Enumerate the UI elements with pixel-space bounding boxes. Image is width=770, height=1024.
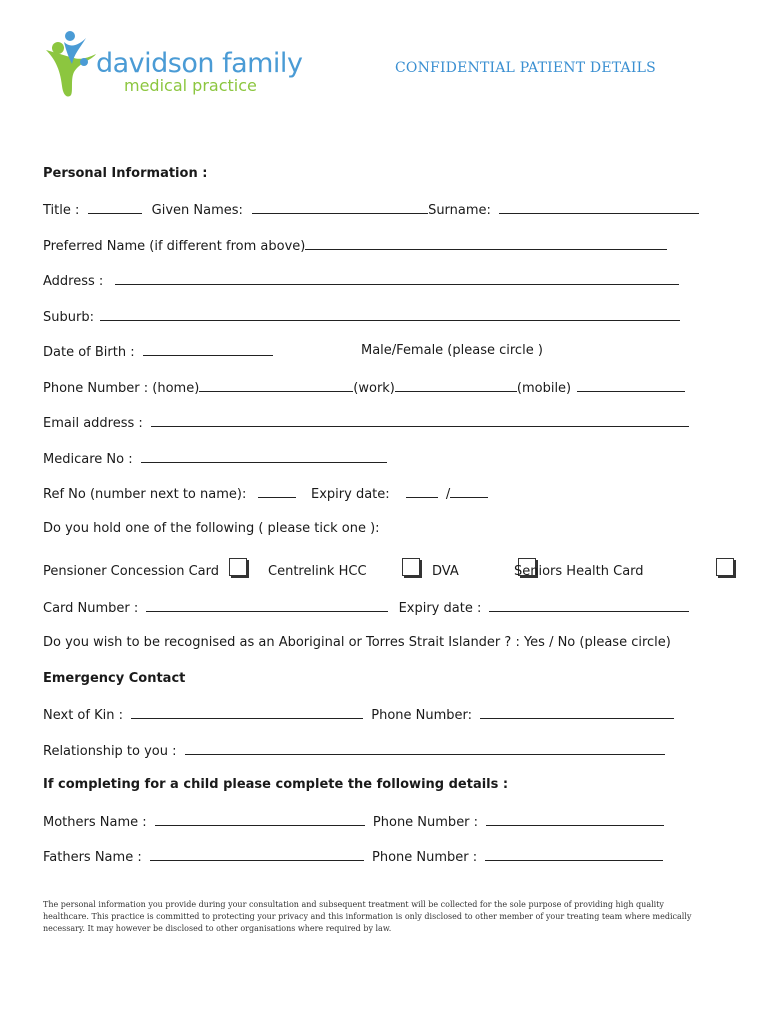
suburb-label: Suburb: xyxy=(43,310,94,325)
mobile-phone-field[interactable] xyxy=(577,379,685,392)
dob-row xyxy=(43,343,273,361)
preferred-name-label: Preferred Name (if different from above) xyxy=(43,239,306,254)
card-option-centrelink xyxy=(268,564,367,580)
given-names-field[interactable] xyxy=(252,201,428,214)
fathers-name-field[interactable] xyxy=(150,848,364,861)
cards-question: Do you hold one of the following ( please tick one ): xyxy=(43,521,380,536)
dob-field[interactable] xyxy=(143,343,273,356)
mobile-phone-label: (mobile) xyxy=(516,381,572,396)
title-field[interactable] xyxy=(88,201,142,214)
medicare-label: Medicare No : xyxy=(43,452,133,467)
expiry-year-field[interactable] xyxy=(450,485,488,498)
medicare-row xyxy=(43,450,387,468)
mothers-row xyxy=(43,813,664,831)
page-title: CONFIDENTIAL PATIENT DETAILS xyxy=(395,60,656,76)
card-number-label: Card Number : xyxy=(43,601,139,616)
mothers-name-label: Mothers Name : xyxy=(43,815,147,830)
expiry-separator: / xyxy=(445,487,451,502)
kin-row xyxy=(43,706,674,724)
fathers-row xyxy=(43,848,663,866)
card-label-centrelink: Centrelink HCC xyxy=(268,564,367,579)
card-label-pensioner: Pensioner Concession Card xyxy=(43,564,219,579)
kin-phone-label: Phone Number: xyxy=(371,708,473,723)
privacy-statement: The personal information you provide during your consultation and subsequent treatment will be collected for the sole purpose of providing high quality healthcare. This practice is committed to protecting your privacy and this information is only disclosed to other member of your treating team where medically necessary. It may however be disclosed to other organisations where required by law. xyxy=(43,900,692,933)
email-field[interactable] xyxy=(151,414,689,427)
ref-label: Ref No (number next to name): xyxy=(43,487,247,502)
email-label: Email address : xyxy=(43,416,143,431)
address-label: Address : xyxy=(43,274,104,289)
relationship-row xyxy=(43,742,665,760)
kin-field[interactable] xyxy=(131,706,363,719)
card-label-seniors: Seniors Health Card xyxy=(514,564,644,579)
card-number-field[interactable] xyxy=(146,599,388,612)
card-expiry-field[interactable] xyxy=(489,599,689,612)
phone-row xyxy=(43,379,685,397)
card-label-dva: DVA xyxy=(432,564,459,579)
home-phone-label: Phone Number : (home) xyxy=(43,381,200,396)
home-phone-field[interactable] xyxy=(199,379,353,392)
dob-label: Date of Birth : xyxy=(43,345,135,360)
work-phone-label: (work) xyxy=(353,381,395,396)
suburb-row xyxy=(43,308,680,326)
mothers-phone-field[interactable] xyxy=(486,813,664,826)
ref-field[interactable] xyxy=(258,485,296,498)
relationship-label: Relationship to you : xyxy=(43,744,177,759)
kin-label: Next of Kin : xyxy=(43,708,123,723)
relationship-field[interactable] xyxy=(185,742,665,755)
preferred-name-field[interactable] xyxy=(305,237,667,250)
logo-text-secondary: medical practice xyxy=(124,76,257,95)
logo-text-primary: davidson family xyxy=(96,48,303,79)
suburb-field[interactable] xyxy=(100,308,680,321)
preferred-name-row xyxy=(43,237,667,255)
checkbox-seniors[interactable] xyxy=(716,558,734,576)
kin-phone-field[interactable] xyxy=(480,706,674,719)
name-row xyxy=(43,201,699,219)
ref-row xyxy=(43,485,296,503)
medicare-field[interactable] xyxy=(141,450,387,463)
address-row xyxy=(43,272,679,290)
fathers-phone-field[interactable] xyxy=(485,848,663,861)
card-option-seniors xyxy=(514,564,644,580)
personal-info-heading: Personal Information : xyxy=(43,166,208,181)
mothers-phone-label: Phone Number : xyxy=(372,815,479,830)
work-phone-field[interactable] xyxy=(395,379,517,392)
emergency-heading: Emergency Contact xyxy=(43,671,186,686)
surname-field[interactable] xyxy=(499,201,699,214)
fathers-name-label: Fathers Name : xyxy=(43,850,142,865)
expiry-row xyxy=(311,485,488,503)
expiry-month-field[interactable] xyxy=(406,485,438,498)
email-row xyxy=(43,414,689,432)
aboriginal-question: Do you wish to be recognised as an Aboriginal or Torres Strait Islander ? : Yes / No (please circle) xyxy=(43,635,671,650)
expiry-label: Expiry date: xyxy=(311,487,390,502)
mothers-name-field[interactable] xyxy=(155,813,365,826)
family-figure-icon xyxy=(40,28,102,100)
given-names-label: Given Names: xyxy=(151,203,243,218)
card-number-row xyxy=(43,599,689,617)
surname-label: Surname: xyxy=(428,203,491,218)
checkbox-centrelink[interactable] xyxy=(402,558,420,576)
checkbox-pensioner[interactable] xyxy=(229,558,247,576)
card-option-pensioner xyxy=(43,564,219,580)
child-heading: If completing for a child please complete the following details : xyxy=(43,777,509,792)
card-expiry-label: Expiry date : xyxy=(398,601,482,616)
fathers-phone-label: Phone Number : xyxy=(371,850,478,865)
address-field[interactable] xyxy=(115,272,679,285)
title-label: Title : xyxy=(43,203,80,218)
gender-label: Male/Female (please circle ) xyxy=(361,343,543,358)
card-option-dva xyxy=(432,564,459,580)
